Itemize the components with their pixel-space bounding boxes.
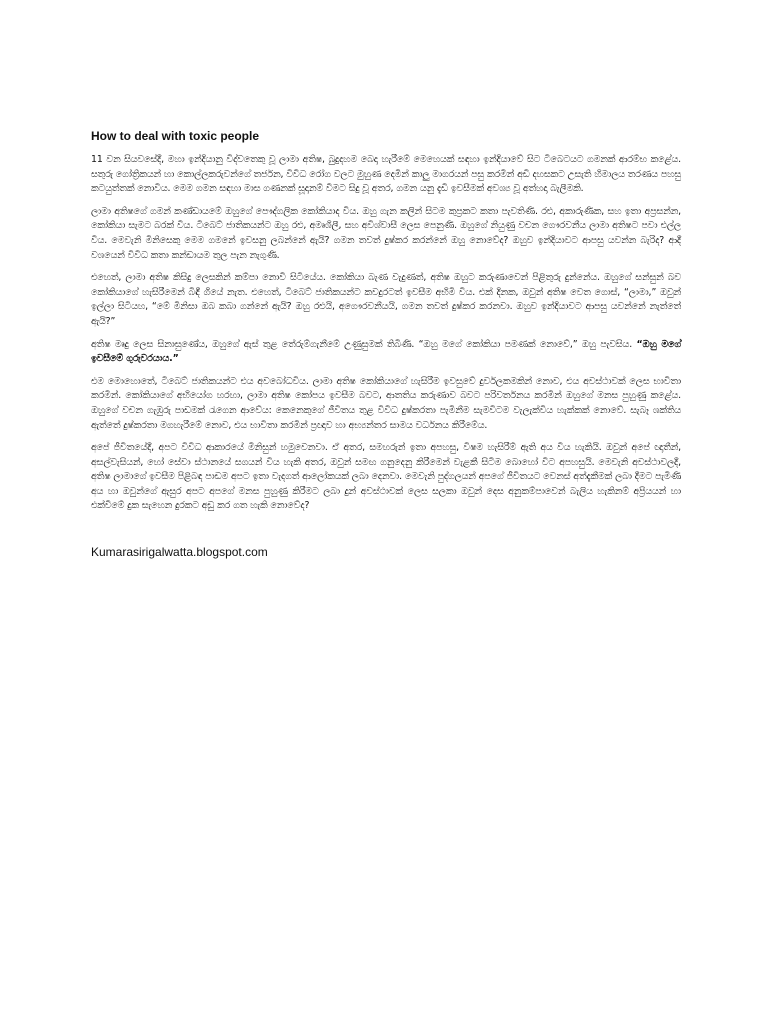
paragraph-3: එහෙත්, ලාමා අතිෂ කිසිදු ලෙසකින් කම්පා නොවී සිටියේය. කෝකියා බැණ වැදුණත්, අතිෂ ඔහුට කරුණාවෙන් පිළිතුරු දුන්නේය. ඔහුගේ සන්සුන් බව කෝකියාගේ හැසිරීමෙන් බිඳී ගියේ නැත. එහෙත්, ටිබෙට් ජාතිකයන්ට කවදුරටත් ඉවසීම අභිමි විය. එක් දිනක, ඔවුන් අතිෂ වෙත ගොස්, “ලාමා,” ඔවුන් ඉල්ලා සිටියහ, “මේ මිනිසා ඔබ කබා ගන්නේ ඇයි? ඔහු රළුයි, අගෞරවනීයයි, ගමන තවත් දුෂ්කර කරනවා. ඔහුව ඉන්දියාවට ආපසු යවන්නේ නැත්තේ ඇයි?” [91, 272, 681, 327]
paragraph-2: ලාමා අතිෂගේ ගමන් කණ්ඩායමේ ඔහුගේ පෞද්ගලික කෝකියාද විය. ඔහු ගැන කලින් සිටම කුප්‍රකට කතා පැවතිණි. රළු, අකාරුණික, සහ ඉතා අප්‍රසන්න, කෝකියා සැමට බරක් විය. ටිබෙට් ජාතිකයන්ට ඔහු රළු, අම්‍රුශිලී, සහ අවිශ්වාසී ලෙස පෙනුණි. ඔහුගේ නියුණු වචන ගෞරවනීය ලාමා අතිෂට පවා එල්ල විය. මෙවැනි මිනිසෙකු මෙම ගමනේ ඉවසනු ලබන්නේ ඇයි? ගමන තවත් දුෂ්කර කරන්නේ ඔහු නොවේද? ඔහුව ඉන්දියාවට ආපසු යවන්න බැරිද? ආදී වශයෙන් විවිධ කතා කන්ඩායම තුල පැන නැගුණි. [91, 205, 681, 261]
document-title: How to deal with toxic people [91, 129, 260, 143]
blog-url: Kumarasirigalwatta.blogspot.com [91, 545, 268, 560]
paragraph-4-emphasis: “ඔහු මගේ ඉවසීමේ ගුරුවරයාය.” [91, 338, 681, 365]
document-page [91, 128, 681, 560]
paragraph-1: 11 වන සියවසේදී, මහා ඉන්දියානු විද්වතෙකු වූ ලාමා අතිෂ, බුදුදහම බෙදා හැරීමේ මෙහෙයක් සඳහා ඉන්දියාවේ සිට ටිබෙටයට ගමනක් ආරම්භ කළේය. සතුරු ගෝත්‍රිකයන් හා කොල්ලකරුවන්ගේ තර්ජන, විවිධ රෝග වලට මුහුණ දෙමින් කාලු මාගරයන් පසු කරමින් අඩි දහසකට උසැති හිමාලය තරණය පහසු කටයුත්තක් නොවිය. මෙම ගමන සඳහා මාස ගණනක් සූදානම් වීමට සිදු වූ අතර, ගමන යනු දැඩි ඉවසීමක් අවශ්‍ය වූ අත්හදා බැලීමකි. [91, 154, 681, 195]
paragraph-4 [91, 338, 681, 367]
paragraph-6: අපේ ජීවිතයේදී, අපට විවිධ ආකාරයේ මිනිසුන් හමුවෙනවා. ඒ අතර, සමහරුන් ඉතා අපහසු, විෂම හැසිරීම් ඇති අය විය හැකියි. ඔවුන් අපේ ඥාතීන්, අසල්වැසියන්, හෝ සේවා ස්ථානයේ සගයන් විය හැකි අතර, ඔවුන් සමඟ ගනුදෙනු කිරීමෙන් වැළකී සිටීම බොහෝ විට අපහසුයි. මෙවැනි අවස්ථාවලදී, අතිෂ ලාමාගේ ඉවසීම පිළිබඳ පාඩම අපට ඉතා වැදගත් ආලෝකයක් ලබා දෙනවා. මෙවැනි පුද්ගලයන් අපගේ ජීවිතයට වෙනස් අත්දැකීමක් ලබා දීමට පැමිණි අය හා ඔවුන්ගේ ඇසුර අපට අපගේ මනස පුහුණු කිරීමට ලබා දුන් අවස්ථාවක් ලෙස සලකා ඔවුන් දෙස අනුකම්පාවෙන් බැලිය හැකිනම් අප්‍රියයන් හා එක්වීමේ දුක සැහෙන දුරකට අඩු කර ගත හැකි නොවේද? [91, 442, 681, 512]
paragraph-5: එම මොහොතේ, ටිබෙට් ජාතිකයන්ට එය අවබෝධවිය. ලාමා අතිෂ කෝකියාගේ හැසිරීම ඉවසුවේ දුර්වලකමකින් නොව, එය අවස්ථාවක් ලෙස භාවිතා කරමින්. කෝකියාගේ අභියෝග හරහා, ලාමා අතිෂ කෝපය ඉවසීම බවට, ආතතිය කරුණාව බවට පරිවර්තනය කරමින් ඔහුගේ මනස පුහුණු කළේය. ඔහුගේ වචන ගැඹුරු පාඩමක් රැගෙන ආවේය: කෙනෙකුගේ ජීවිතය තුළ විවිධ දුෂ්කරතා පැමිනීම සැමවිටම වැලැක්විය හැක්කක් නොවේ. සැබෑ ශක්තිය ඇත්තේ දුෂ්කරතා මගහැරීමේ නොව, එය භාවිතා කරමින් ප්‍රඥාව හා අභ්‍යන්තර සාමය වර්ධනය කිරීමේය. [91, 375, 681, 431]
paragraph-4-text: අතිෂ මෘදු ලෙස සිනාසුණේය, ඔහුගේ ඇස් තුළ තේරුම්ගැනීමේ උණුසුමක් තිබිණි. “ඔහු මගේ කෝකියා පමණක් නොවේ,” ඔහු පැවසිය. [91, 338, 637, 350]
